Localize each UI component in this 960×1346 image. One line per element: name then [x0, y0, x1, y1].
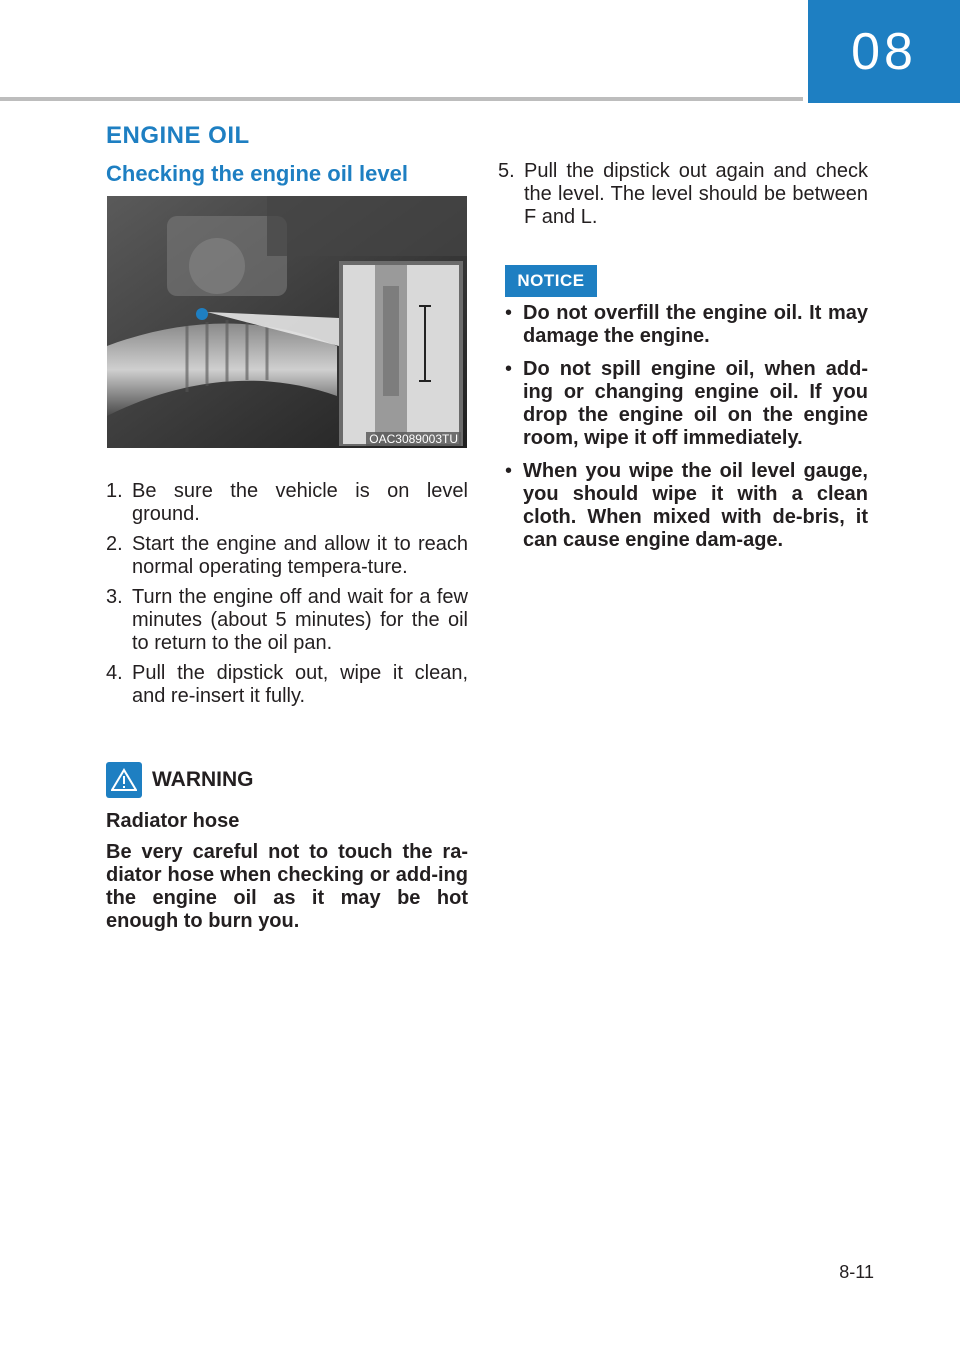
page-number: 8-11 — [839, 1262, 874, 1282]
header-rule — [0, 97, 803, 101]
step-item: 5. Pull the dipstick out again and check the level. The level should be between F and L. — [498, 160, 868, 228]
section-title: ENGINE OIL — [106, 122, 250, 149]
notice-item: • Do not overfill the engine oil. It may damage the engine. — [505, 302, 868, 347]
warning-text: Be very careful not to touch the ra-diator hose when checking or add-ing the engine oil as it may be hot enough to burn you. — [106, 841, 468, 932]
notice-list — [505, 302, 868, 562]
warning-triangle-icon — [106, 762, 142, 798]
notice-item: • When you wipe the oil level gauge, you should wipe it with a clean cloth. When mixed with de-bris, it can cause engine dam-age. — [505, 460, 868, 551]
warning-label: WARNING — [152, 768, 254, 791]
step-item: 3. Turn the engine off and wait for a few minutes (about 5 minutes) for the oil to return to the oil pan. — [106, 586, 468, 654]
warning-header — [106, 762, 254, 798]
notice-badge: NOTICE — [505, 265, 597, 297]
step-item: 1. Be sure the vehicle is on level ground. — [106, 480, 468, 525]
warning-body — [106, 810, 468, 941]
step-item: 2. Start the engine and allow it to reach normal operating tempera-ture. — [106, 533, 468, 578]
chapter-tab: 08 — [808, 0, 960, 103]
warning-title: Radiator hose — [106, 810, 240, 832]
engine-dipstick-figure — [107, 196, 467, 448]
figure-code: OAC3089003TU — [366, 432, 461, 446]
steps-list-right — [498, 160, 868, 236]
step-item: 4. Pull the dipstick out, wipe it clean, and re-insert it fully. — [106, 662, 468, 707]
subsection-title: Checking the engine oil level — [106, 161, 408, 186]
engine-bay-illustration — [107, 196, 467, 448]
notice-item: • Do not spill engine oil, when add-ing or changing engine oil. If you drop the engine oil on the engine room, wipe it off immediately. — [505, 358, 868, 449]
steps-list-left — [106, 480, 468, 715]
